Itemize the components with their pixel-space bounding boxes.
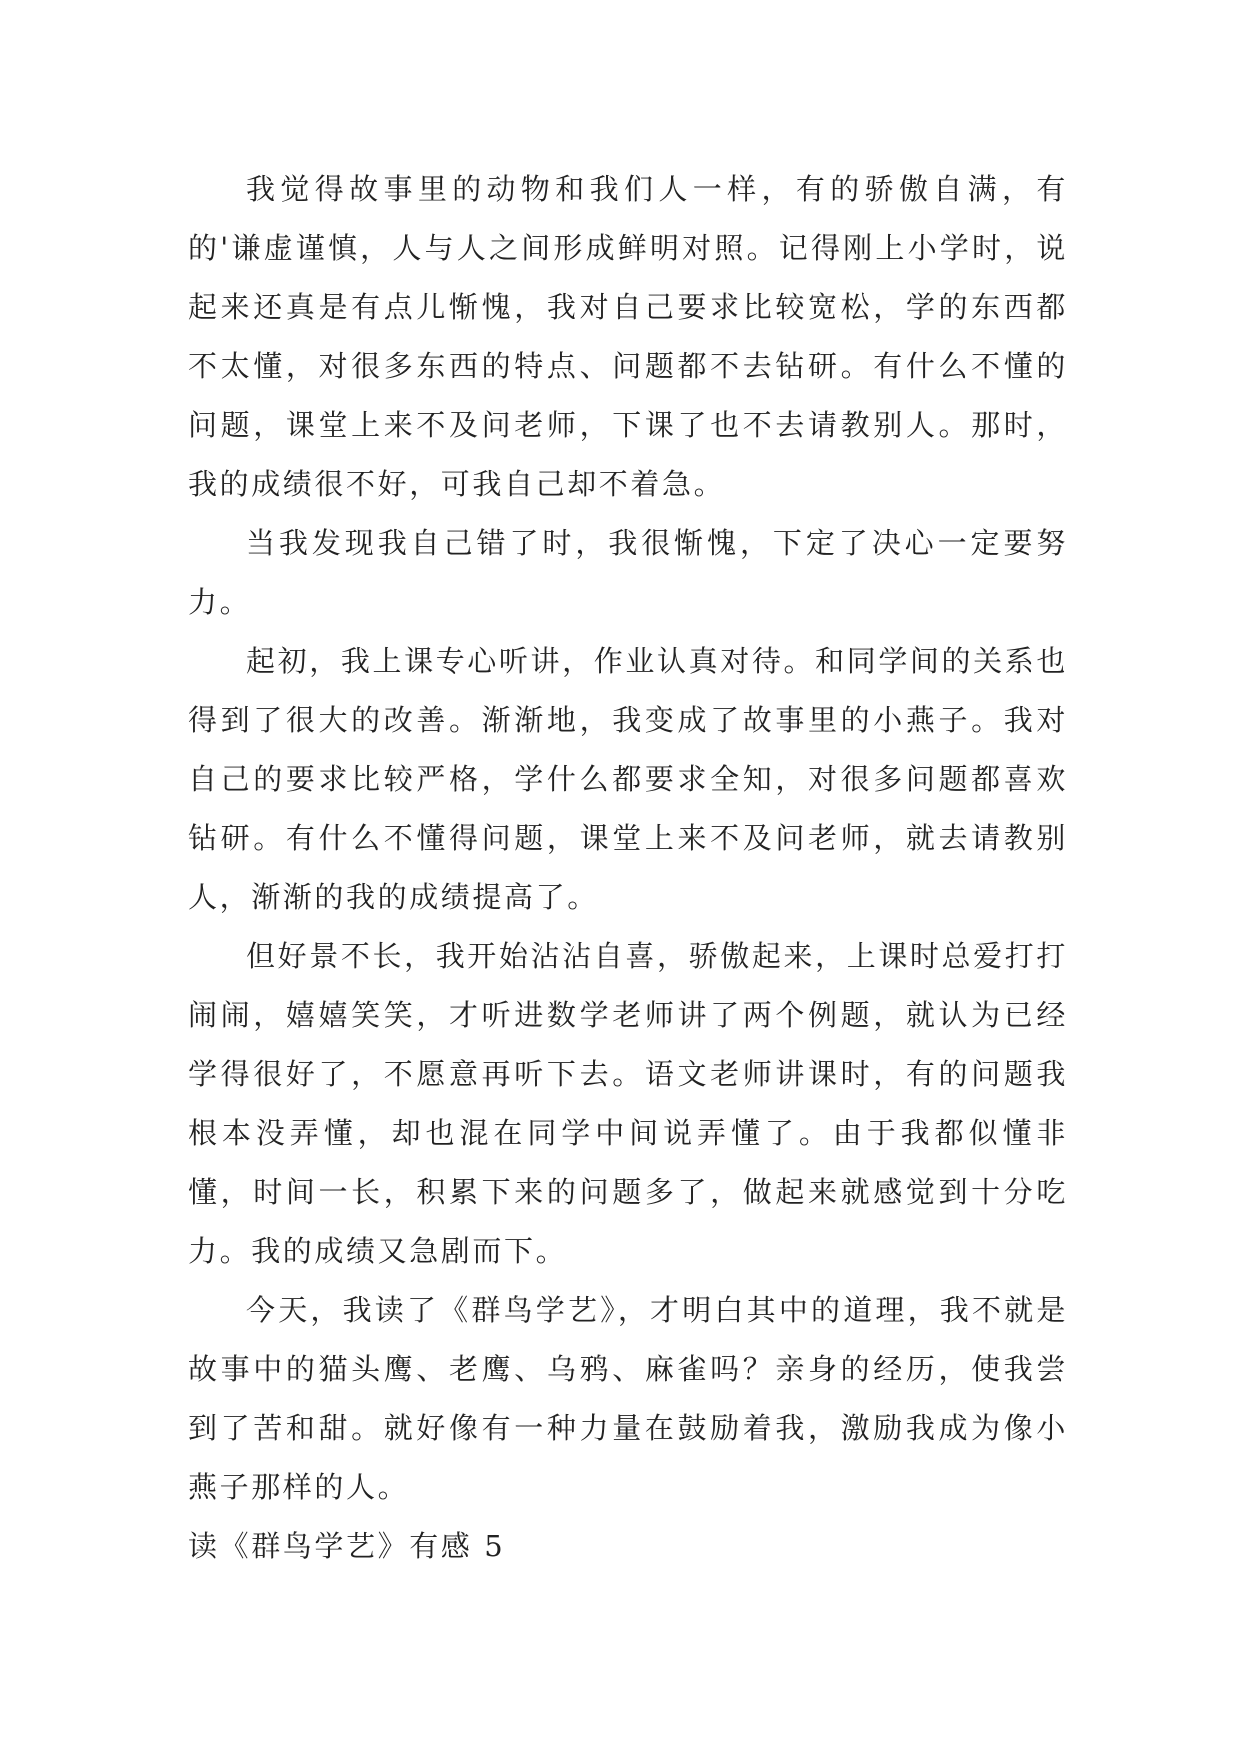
- section-heading: 读《群鸟学艺》有感 5: [188, 1529, 506, 1563]
- paragraph-5: 今天，我读了《群鸟学艺》，才明白其中的道理，我不就是故事中的猫头鹰、老鹰、乌鸦、麻雀吗？亲身的经历，使我尝到了苦和甜。就好像有一种力量在鼓励着我，激励我成为像小燕子那样的人。: [188, 1293, 1068, 1504]
- paragraph-3: 起初，我上课专心听讲，作业认真对待。和同学间的关系也得到了很大的改善。渐渐地，我变成了故事里的小燕子。我对自己的要求比较严格，学什么都要求全知，对很多问题都喜欢钻研。有什么不懂得问题，课堂上来不及问老师，就去请教别人，渐渐的我的成绩提高了。: [188, 644, 1068, 914]
- document-body: [188, 160, 1068, 1576]
- paragraph-1: 我觉得故事里的动物和我们人一样，有的骄傲自满，有的'谦虚谨慎，人与人之间形成鲜明对照。记得刚上小学时，说起来还真是有点儿惭愧，我对自己要求比较宽松，学的东西都不太懂，对很多东西的特点、问题都不去钻研。有什么不懂的问题，课堂上来不及问老师，下课了也不去请教别人。那时，我的成绩很不好，可我自己却不着急。: [188, 172, 1068, 501]
- paragraph-4: 但好景不长，我开始沾沾自喜，骄傲起来，上课时总爱打打闹闹，嬉嬉笑笑，才听进数学老师讲了两个例题，就认为已经学得很好了，不愿意再听下去。语文老师讲课时，有的问题我根本没弄懂，却也混在同学中间说弄懂了。由于我都似懂非懂，时间一长，积累下来的问题多了，做起来就感觉到十分吃力。我的成绩又急剧而下。: [188, 939, 1068, 1268]
- paragraph-2: 当我发现我自己错了时，我很惭愧，下定了决心一定要努力。: [188, 526, 1068, 619]
